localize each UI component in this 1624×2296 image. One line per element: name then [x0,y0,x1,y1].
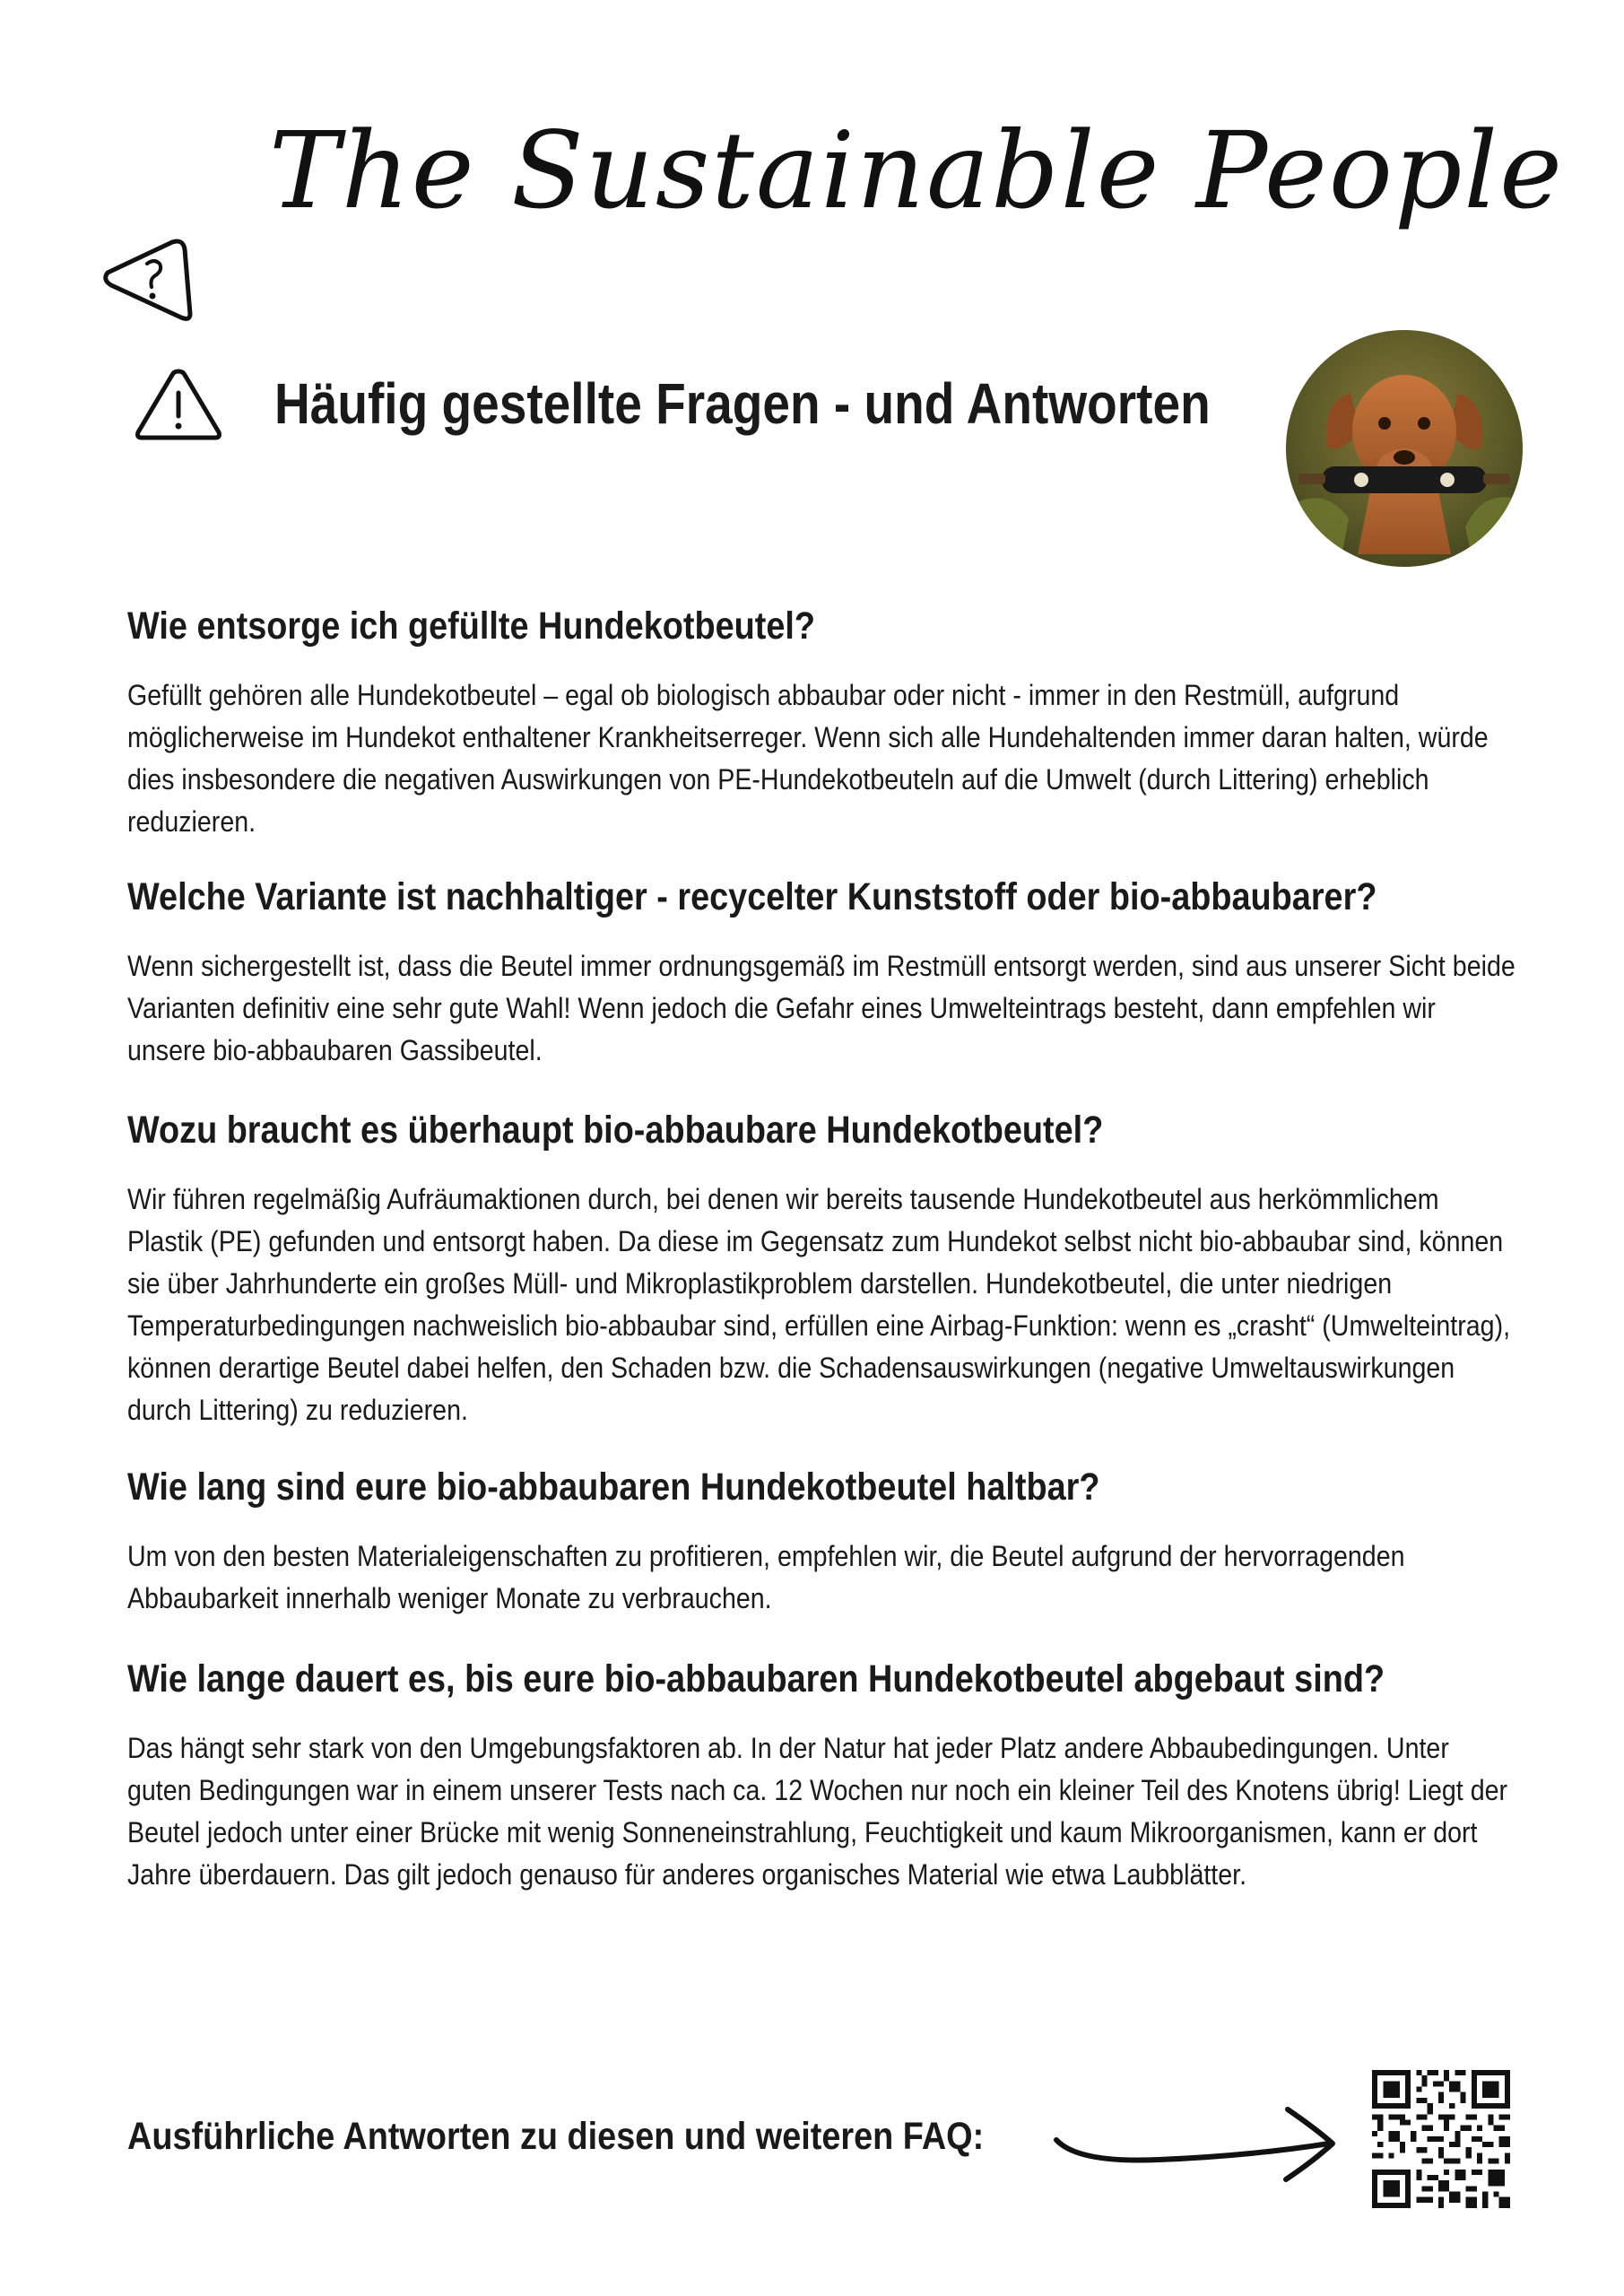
faq-item-degradation [127,1652,1517,1896]
faq-item-purpose [127,1103,1517,1431]
faq-answer: Wir führen regelmäßig Aufräumaktionen durch, bei denen wir bereits tausende Hundekotbeutel aus herkömmlichem Plastik (PE) gefunden und entsorgt haben. Da diese im Gegensatz zum Hundekot selbst nicht bio-abbaubar sind, können sie über Jahrhunderte ein großes Müll- und Mikroplastikproblem darstellen. Hundekotbeutel, die unter niedrigen Temperaturbedingungen nachweislich bio-abbaubar sind, erfüllen eine Airbag-Funktion: wenn es „crasht“ (Umwelteintrag), können derartige Beutel dabei helfen, den Schaden bzw. die Schadensauswirkungen (negative Umweltauswirkungen durch Littering) zu reduzieren. [127,1183,1511,1426]
faq-question: Welche Variante ist nachhaltiger - recycelter Kunststoff oder bio-abbaubarer? [127,875,1377,918]
faq-answer: Um von den besten Materialeigenschaften zu profitieren, empfehlen wir, die Beutel aufgrund der hervorragenden Abbaubarkeit innerhalb weniger Monate zu verbrauchen. [127,1540,1405,1614]
faq-item-shelf-life [127,1460,1517,1620]
qr-code[interactable] [1372,2070,1510,2208]
warning-triangle-icon [133,366,224,443]
page-heading: Häufig gestellte Fragen - und Antworten [274,371,1211,436]
faq-answer: Wenn sichergestellt ist, dass die Beutel immer ordnungsgemäß im Restmüll entsorgt werden, sind aus unserer Sicht beide Varianten definitiv eine sehr gute Wahl! Wenn jedoch die Gefahr eines Umwelteintrags besteht, dann empfehlen wir unsere bio-abbaubaren Gassibeutel. [127,950,1515,1066]
question-triangle-icon [100,235,195,325]
faq-item-variant [127,870,1517,1072]
arrow-right-icon [1051,2093,1347,2192]
dog-photo [1286,330,1523,567]
faq-item-disposal [127,599,1517,843]
faq-question: Wozu braucht es überhaupt bio-abbaubare Hundekotbeutel? [127,1109,1104,1152]
footer-text: Ausführliche Antworten zu diesen und weiteren FAQ: [127,2115,985,2158]
faq-question: Wie lange dauert es, bis eure bio-abbaubaren Hundekotbeutel abgebaut sind? [127,1657,1385,1700]
faq-answer: Das hängt sehr stark von den Umgebungsfaktoren ab. In der Natur hat jeder Platz andere Abbaubedingungen. Unter guten Bedingungen war in einem unserer Tests nach ca. 12 Wochen nur noch ein kleiner Teil des Knotens übrig! Liegt der Beutel jedoch unter einer Brücke mit wenig Sonneneinstrahlung, Feuchtigkeit und kaum Mikroorganismen, kann er dort Jahre überdauern. Das gilt jedoch genauso für anderes organisches Material wie etwa Laubblätter. [127,1732,1508,1891]
faq-answer: Gefüllt gehören alle Hundekotbeutel – egal ob biologisch abbaubar oder nicht - immer in den Restmüll, aufgrund möglicherweise im Hundekot enthaltener Krankheitserreger. Wenn sich alle Hundehaltenden immer daran halten, würde dies insbesondere die negativen Auswirkungen von PE-Hundekotbeuteln auf die Umwelt (durch Littering) erheblich reduzieren. [127,679,1489,838]
faq-question: Wie entsorge ich gefüllte Hundekotbeutel? [127,604,816,648]
brand-title: The Sustainable People [269,109,1564,232]
faq-question: Wie lang sind eure bio-abbaubaren Hundekotbeutel haltbar? [127,1465,1100,1509]
